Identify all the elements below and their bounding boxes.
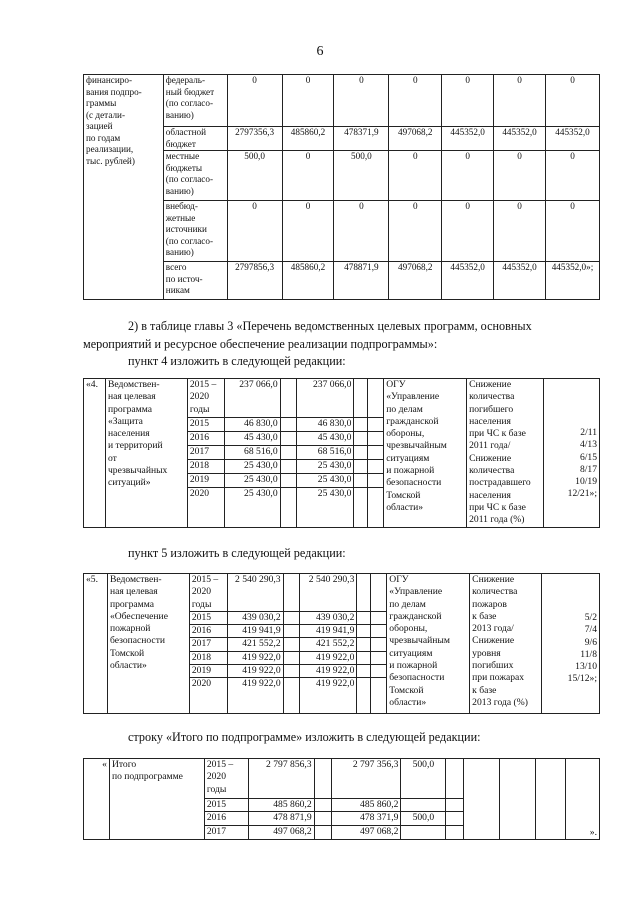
- value-cell: 2797356,3: [227, 127, 282, 151]
- value-cell: 485860,2: [282, 127, 334, 151]
- budget-cell: 419 922,0: [299, 678, 357, 714]
- year-cell: 2018: [189, 651, 227, 664]
- open-quote: «: [84, 759, 110, 840]
- year-cell: 2017: [189, 638, 227, 651]
- total-cell: 46 830,0: [224, 418, 280, 432]
- paragraph-2-line3: пункт 4 изложить в следующей редакции:: [128, 354, 346, 368]
- value-cell: 0: [442, 151, 494, 201]
- budget-cell: 25 430,0: [296, 487, 354, 527]
- value-cell: 500,0: [227, 151, 282, 201]
- value-cell: 485860,2: [282, 262, 334, 300]
- budget-cell: 439 030,2: [299, 611, 357, 624]
- value-cell: 0: [282, 201, 334, 262]
- executor: ОГУ «Управление по делам гражданской обороны, чрезвычайным ситуациям и пожарной безопасности Томской области»: [387, 574, 470, 714]
- source-total: всего по источ- никам: [163, 262, 227, 300]
- year-cell: 2020: [187, 487, 224, 527]
- value-cell: 0: [227, 75, 282, 127]
- period-cell: 2015 – 2020 годы: [204, 759, 248, 799]
- total-cell: 497 068,2: [248, 826, 314, 840]
- value-cell: 0: [545, 201, 599, 262]
- period-cell: 2015 – 2020 годы: [189, 574, 227, 612]
- paragraph-2-line1: 2) в таблице главы 3 «Перечень ведомственных целевых программ, основных: [128, 319, 532, 333]
- year-cell: 2019: [189, 665, 227, 678]
- indicator: Снижение количества погибшего населения при ЧС к базе 2011 года/ Снижение количества пострадавшего населения при ЧС к базе 2011 года (%): [467, 379, 544, 528]
- value-cell: 0: [494, 201, 546, 262]
- year-cell: 2016: [189, 625, 227, 638]
- program-5-table: [83, 573, 600, 714]
- value-cell: 478871,9: [334, 262, 389, 300]
- total-cell: 45 430,0: [224, 432, 280, 446]
- total-cell: 485 860,2: [248, 798, 314, 812]
- budget-cell: 421 552,2: [299, 638, 357, 651]
- budget-cell: 68 516,0: [296, 446, 354, 460]
- paragraph-2-line2: мероприятий и ресурсное обеспечение реализации подпрограммы»:: [83, 337, 438, 351]
- indicator: Снижение количества пожаров к базе 2013 года/ Снижение уровня погибших при пожарах к базе 2013 года (%): [470, 574, 542, 714]
- value-cell: 0: [334, 201, 389, 262]
- period-cell: 2015 – 2020 годы: [187, 379, 224, 418]
- year-cell: 2015: [187, 418, 224, 432]
- year-cell: 2017: [187, 446, 224, 460]
- total-cell: 2 540 290,3: [227, 574, 283, 612]
- value-cell: 445352,0: [442, 262, 494, 300]
- value-cell: 0: [442, 201, 494, 262]
- total-cell: 419 941,9: [227, 625, 283, 638]
- total-cell: 419 922,0: [227, 665, 283, 678]
- total-cell: 421 552,2: [227, 638, 283, 651]
- total-cell: 439 030,2: [227, 611, 283, 624]
- value-cell: 0: [545, 151, 599, 201]
- indicator-values: 5/2 7/4 9/6 11/8 13/10 15/12»;: [542, 574, 600, 714]
- financing-label-cell: финансиро- вания подпро- граммы (с детали- зацией по годам реализации, тыс. рублей): [84, 75, 164, 300]
- budget-cell: 2 797 356,3: [331, 759, 401, 799]
- budget-cell: 2 540 290,3: [299, 574, 357, 612]
- total-cell: 25 430,0: [224, 473, 280, 487]
- indicator-values: 2/11 4/13 6/15 8/17 10/19 12/21»;: [544, 379, 600, 528]
- program-name: Ведомствен- ная целевая программа «Обеспечение пожарной безопасности Томской области»: [107, 574, 189, 714]
- budget-cell: 237 066,0: [296, 379, 354, 418]
- total-cell: 419 922,0: [227, 651, 283, 664]
- local-cell: 500,0: [401, 759, 446, 799]
- value-cell: 497068,2: [389, 262, 442, 300]
- source-regional: областной бюджет: [163, 127, 227, 151]
- value-cell: 0: [227, 201, 282, 262]
- budget-cell: 25 430,0: [296, 473, 354, 487]
- program-4-table: [83, 378, 600, 528]
- value-cell: 445352,0»;: [545, 262, 599, 300]
- value-cell: 445352,0: [545, 127, 599, 151]
- value-cell: 500,0: [334, 151, 389, 201]
- year-cell: 2018: [187, 459, 224, 473]
- value-cell: 0: [494, 75, 546, 127]
- local-cell: [401, 826, 446, 840]
- year-cell: 2019: [187, 473, 224, 487]
- value-cell: 445352,0: [494, 262, 546, 300]
- local-cell: [401, 798, 446, 812]
- year-cell: 2015: [204, 798, 248, 812]
- budget-cell: 419 922,0: [299, 651, 357, 664]
- value-cell: 2797856,3: [227, 262, 282, 300]
- value-cell: 0: [389, 151, 442, 201]
- value-cell: 0: [442, 75, 494, 127]
- page-number: 6: [316, 44, 324, 59]
- value-cell: 497068,2: [389, 127, 442, 151]
- value-cell: 445352,0: [442, 127, 494, 151]
- paragraph-item5: пункт 5 изложить в следующей редакции:: [128, 546, 346, 560]
- total-row-name: Итого по подпрограмме: [109, 759, 204, 840]
- local-cell: 500,0: [401, 812, 446, 826]
- total-cell: 25 430,0: [224, 487, 280, 527]
- year-cell: 2016: [204, 812, 248, 826]
- executor: ОГУ «Управление по делам гражданской обороны, чрезвычайным ситуациям и пожарной безопасности Томской области»: [384, 379, 467, 528]
- value-cell: 0: [389, 201, 442, 262]
- budget-cell: 25 430,0: [296, 459, 354, 473]
- subprogram-total-table: [83, 758, 600, 840]
- program-name: Ведомствен- ная целевая программа «Защита населения и территорий от чрезвычайных ситуаций»: [105, 379, 187, 528]
- year-cell: 2016: [187, 432, 224, 446]
- close-quote: ».: [565, 759, 599, 840]
- value-cell: 445352,0: [494, 127, 546, 151]
- financing-table: [83, 74, 600, 300]
- budget-cell: 419 922,0: [299, 665, 357, 678]
- budget-cell: 419 941,9: [299, 625, 357, 638]
- value-cell: 0: [282, 75, 334, 127]
- total-cell: 478 871,9: [248, 812, 314, 826]
- value-cell: 0: [494, 151, 546, 201]
- source-federal: федераль- ный бюджет (по согласо- ванию): [163, 75, 227, 127]
- value-cell: 0: [389, 75, 442, 127]
- year-cell: 2015: [189, 611, 227, 624]
- total-cell: 237 066,0: [224, 379, 280, 418]
- budget-cell: 478 371,9: [331, 812, 401, 826]
- year-cell: 2017: [204, 826, 248, 840]
- paragraph-total: строку «Итого по подпрограмме» изложить в следующей редакции:: [128, 730, 481, 744]
- budget-cell: 485 860,2: [331, 798, 401, 812]
- row-number: «5.: [84, 574, 108, 714]
- value-cell: 478371,9: [334, 127, 389, 151]
- year-cell: 2020: [189, 678, 227, 714]
- value-cell: 0: [282, 151, 334, 201]
- source-local: местные бюджеты (по согласо- ванию): [163, 151, 227, 201]
- total-cell: 419 922,0: [227, 678, 283, 714]
- budget-cell: 45 430,0: [296, 432, 354, 446]
- value-cell: 0: [334, 75, 389, 127]
- source-extrabudgetary: внебюд- жетные источники (по согласо- ванию): [163, 201, 227, 262]
- total-cell: 2 797 856,3: [248, 759, 314, 799]
- budget-cell: 46 830,0: [296, 418, 354, 432]
- budget-cell: 497 068,2: [331, 826, 401, 840]
- row-number: «4.: [84, 379, 106, 528]
- total-cell: 25 430,0: [224, 459, 280, 473]
- value-cell: 0: [545, 75, 599, 127]
- total-cell: 68 516,0: [224, 446, 280, 460]
